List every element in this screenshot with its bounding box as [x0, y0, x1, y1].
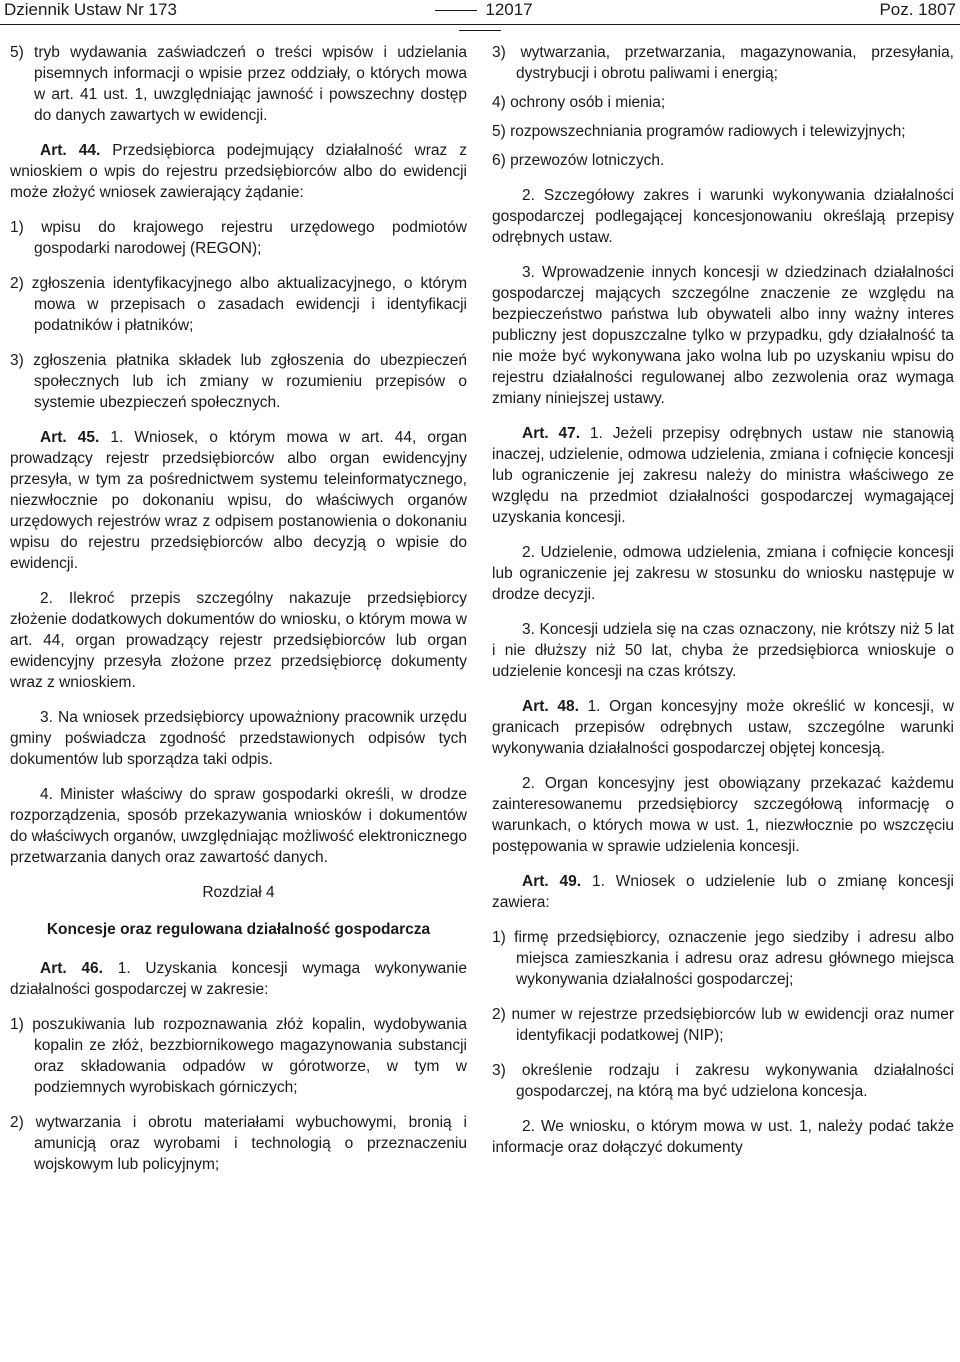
list-item: 3) określenie rodzaju i zakresu wykonywania działalności gospodarczej, na którą ma być udzielona koncesja. [492, 1062, 954, 1100]
header-rule [0, 24, 960, 25]
list-item: 1) firmę przedsiębiorcy, oznaczenie jego siedziby i adresu albo miejsca zamieszkania i adresu oraz adresu głównego miejsca wykonywania działalności gospodarczej; [492, 929, 954, 988]
chapter-title: Koncesje oraz regulowana działalność gospodarcza [46, 921, 431, 938]
left-column [10, 42, 467, 1189]
article-label: Art. 48. [522, 698, 579, 715]
position-number: Poz. 1807 [879, 0, 956, 19]
article-49 [492, 871, 954, 913]
page-number: 12017 [400, 0, 560, 40]
article-46 [10, 958, 467, 1000]
paragraph: 2. Organ koncesyjny jest obowiązany przekazać każdemu zainteresowanemu przedsiębiorcy szczegółową informację o warunkach, o których mowa w ust. 1, niezwłocznie po wszczęciu postępowania w sprawie udzielenia koncesji. [492, 775, 954, 855]
list-item: 5) rozpowszechniania programów radiowych i telewizyjnych; [492, 123, 906, 140]
article-text: 1. Jeżeli przepisy odrębnych ustaw nie stanowią inaczej, udzielenie, odmowa udzielenia, zmiana i cofnięcie koncesji lub ograniczenie jej zakresu należy do ministra właściwego ze względu na przedmiot działalności gospodarczej wymagającej uzyskania koncesji. [492, 425, 954, 526]
list-item: 5) tryb wydawania zaświadczeń o treści wpisów i udzielania pisemnych informacji o wpisie przez oddziały, o których mowa w art. 41 ust. 1, uwzględniając jawność i powszechny dostęp do danych zawartych w ewidencji. [10, 44, 467, 124]
journal-title: Dziennik Ustaw Nr 173 [4, 0, 177, 19]
article-48 [492, 696, 954, 759]
article-text: 1. Organ koncesyjny może określić w koncesji, w granicach przepisów odrębnych ustaw, szczególne warunki wykonywania działalności gospodarczej objętej koncesją. [492, 698, 954, 757]
paragraph: 2. We wniosku, o którym mowa w ust. 1, należy podać także informacje oraz dołączyć dokumenty [492, 1118, 954, 1156]
paragraph: 3. Wprowadzenie innych koncesji w dziedzinach działalności gospodarczej mających szczególne znaczenie ze względu na bezpieczeństwo państwa lub obywateli albo inny ważny interes publiczny jest dopuszczalne tylko w przypadku, gdy działalność ta nie może być wykonywana jako wolna lub po uzyskaniu wpisu do rejestru działalności regulowanej albo zezwolenia oraz wymaga zmiany niniejszej ustawy. [492, 264, 954, 407]
article-45 [10, 427, 467, 574]
chapter-heading: Rozdział 4 [202, 884, 275, 901]
list-item: 2) numer w rejestrze przedsiębiorców lub w ewidencji oraz numer identyfikacji podatkowej (NIP); [492, 1006, 954, 1044]
paragraph: 2. Ilekroć przepis szczególny nakazuje przedsiębiorcy złożenie dodatkowych dokumentów do wniosku, o którym mowa w art. 44, organ prowadzący rejestr przedsiębiorców lub organ ewidencyjny przesyła złożone przez przedsiębiorcę dokumenty wraz z wnioskiem. [10, 590, 467, 691]
list-item: 1) poszukiwania lub rozpoznawania złóż kopalin, wydobywania kopalin ze złóż, bezzbiornikowego magazynowania substancji oraz składowania odpadów w górotworze, w tym w podziemnych wyrobiskach górniczych; [10, 1016, 467, 1096]
article-text: 1. Uzyskania koncesji wymaga wykonywanie działalności gospodarczej w zakresie: [10, 960, 467, 998]
page-header [0, 0, 960, 22]
list-item: 4) ochrony osób i mienia; [492, 94, 666, 111]
article-text: 1. Wniosek, o którym mowa w art. 44, organ prowadzący rejestr przedsiębiorców albo organ ewidencyjny przesyła, w tym za pośrednictwem systemu teleinformatycznego, niezwłocznie po dokonaniu wpisu, do właściwych organów urzędowych rejestrów wraz z odpisem postanowienia o dokonaniu wpisu do rejestru przedsiębiorców albo decyzją o wpisie do ewidencji. [10, 429, 467, 572]
article-label: Art. 44. [40, 142, 101, 159]
paragraph: 3. Koncesji udziela się na czas oznaczony, nie krótszy niż 5 lat i nie dłuższy niż 50 lat, chyba że przedsiębiorca wnioskuje o udzielenie koncesji na czas krótszy. [492, 621, 954, 680]
list-item: 3) zgłoszenia płatnika składek lub zgłoszenia do ubezpieczeń społecznych lub ich zmiany w rozumieniu przepisów o systemie ubezpieczeń społecznych. [10, 352, 467, 411]
article-44 [10, 140, 467, 203]
article-text: Przedsiębiorca podejmujący działalność wraz z wnioskiem o wpis do rejestru przedsiębiorców albo do ewidencji może złożyć wniosek zawierający żądanie: [10, 142, 467, 201]
paragraph: 2. Udzielenie, odmowa udzielenia, zmiana i cofnięcie koncesji lub ograniczenie jej zakresu w stosunku do wniosku następuje w drodze decyzji. [492, 544, 954, 603]
article-label: Art. 45. [40, 429, 100, 446]
list-item: 2) zgłoszenia identyfikacyjnego albo aktualizacyjnego, o którym mowa w przepisach o zasadach ewidencji i identyfikacji podatników i płatników; [10, 275, 467, 334]
article-47 [492, 423, 954, 528]
article-label: Art. 47. [522, 425, 581, 442]
list-item: 3) wytwarzania, przetwarzania, magazynowania, przesyłania, dystrybucji i obrotu paliwami i energią; [492, 44, 954, 82]
paragraph: 2. Szczegółowy zakres i warunki wykonywania działalności gospodarczej podlegającej koncesjonowaniu określają przepisy odrębnych ustaw. [492, 187, 954, 246]
right-column [492, 42, 954, 1172]
paragraph: 3. Na wniosek przedsiębiorcy upoważniony pracownik urzędu gminy poświadcza zgodność przedstawionych odpisów tych dokumentów lub sporządza taki odpis. [10, 709, 467, 768]
article-label: Art. 46. [40, 960, 103, 977]
list-item: 6) przewozów lotniczych. [492, 152, 665, 169]
list-item: 1) wpisu do krajowego rejestru urzędowego podmiotów gospodarki narodowej (REGON); [10, 219, 467, 257]
list-item: 2) wytwarzania i obrotu materiałami wybuchowymi, bronią i amunicją oraz wyrobami i technologią o przeznaczeniu wojskowym lub policyjnym; [10, 1114, 467, 1173]
paragraph: 4. Minister właściwy do spraw gospodarki określi, w drodze rozporządzenia, sposób przekazywania wniosków i dokumentów do właściwych organów, uwzględniając możliwość elektronicznego przetwarzania danych oraz zawartość danych. [10, 786, 467, 866]
article-text: 1. Wniosek o udzielenie lub o zmianę koncesji zawiera: [492, 873, 954, 911]
article-label: Art. 49. [522, 873, 582, 890]
